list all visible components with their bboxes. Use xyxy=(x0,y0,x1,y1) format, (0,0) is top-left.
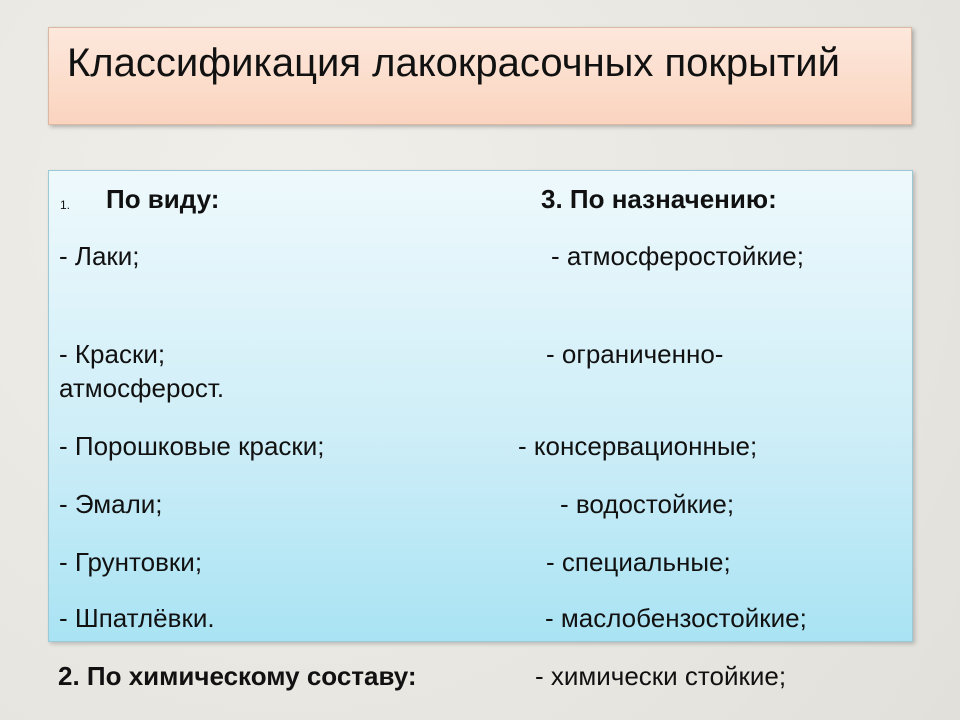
list-item-varnish: - Лаки; xyxy=(59,241,140,271)
list-item-weatherproof: - атмосферостойкие; xyxy=(551,241,804,271)
list-item-primer: - Грунтовки; xyxy=(59,547,203,577)
list-item-preservation: - консервационные; xyxy=(518,431,758,461)
list-item-chemical-resistant: - химически стойкие; xyxy=(535,661,787,691)
list-item-paint: - Краски; xyxy=(59,339,166,369)
section1-heading: По виду: xyxy=(106,184,220,214)
content-box xyxy=(48,170,913,642)
list-item-special: - специальные; xyxy=(546,547,731,577)
list-item-oil-petrol: - маслобензостойкие; xyxy=(545,603,807,633)
list-item-powder-paint: - Порошковые краски; xyxy=(59,431,325,461)
section1-number: 1. xyxy=(60,198,71,212)
list-item-limited-cont: атмосфероcт. xyxy=(59,373,225,403)
list-item-putty: - Шпатлёвки. xyxy=(59,603,215,633)
title-box xyxy=(48,27,912,125)
list-item-enamel: - Эмали; xyxy=(59,489,163,519)
section2-heading: 2. По химическому составу: xyxy=(58,661,417,691)
slide-title: Классификация лакокрасочных покрытий xyxy=(67,41,840,85)
list-item-limited: - ограниченно- xyxy=(546,339,724,369)
list-item-waterproof: - водостойкие; xyxy=(560,489,735,519)
section3-heading: 3. По назначению: xyxy=(541,184,777,214)
